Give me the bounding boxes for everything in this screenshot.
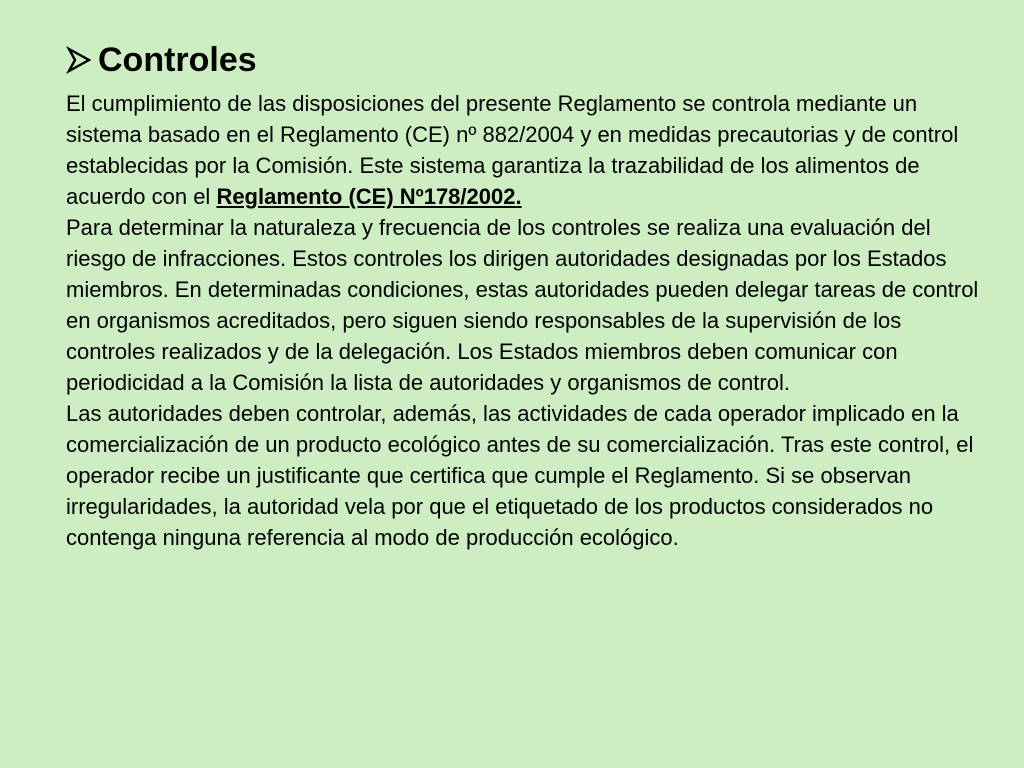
section-heading <box>66 38 257 82</box>
paragraph-2: Para determinar la naturaleza y frecuencia de los controles se realiza una evaluación del riesgo de infracciones. Estos controles los dirigen autoridades designadas por los Estados miembros. En determinadas condiciones, estas autoridades pueden delegar tareas de control en organismos acreditados, pero siguen siendo responsables de la supervisión de los controles realizados y de la delegación. Los Estados miembros deben comunicar con periodicidad a la Comisión la lista de autoridades y organismos de control. <box>66 215 979 395</box>
heading-text: Controles <box>98 41 257 79</box>
paragraph-1-text: El cumplimiento de las disposiciones del presente Reglamento se controla mediante un sistema basado en el Reglamento (CE) nº 882/2004 y en medidas precautorias y de control establecidas por la Comisión. Este sistema garantiza la trazabilidad de los alimentos de acuerdo con el <box>66 91 959 209</box>
body-text <box>66 88 986 553</box>
paragraph-1 <box>66 88 986 212</box>
regulation-link[interactable]: Reglamento (CE) Nº178/2002. <box>216 184 522 209</box>
arrowhead-bullet-icon <box>66 46 92 74</box>
paragraph-3: Las autoridades deben controlar, además, las actividades de cada operador implicado en la comercialización de un producto ecológico antes de su comercialización. Tras este control, el operador recibe un justificante que certifica que cumple el Reglamento. Si se observan irregularidades, la autoridad vela por que el etiquetado de los productos considerados no contenga ninguna referencia al modo de producción ecológico. <box>66 401 974 550</box>
